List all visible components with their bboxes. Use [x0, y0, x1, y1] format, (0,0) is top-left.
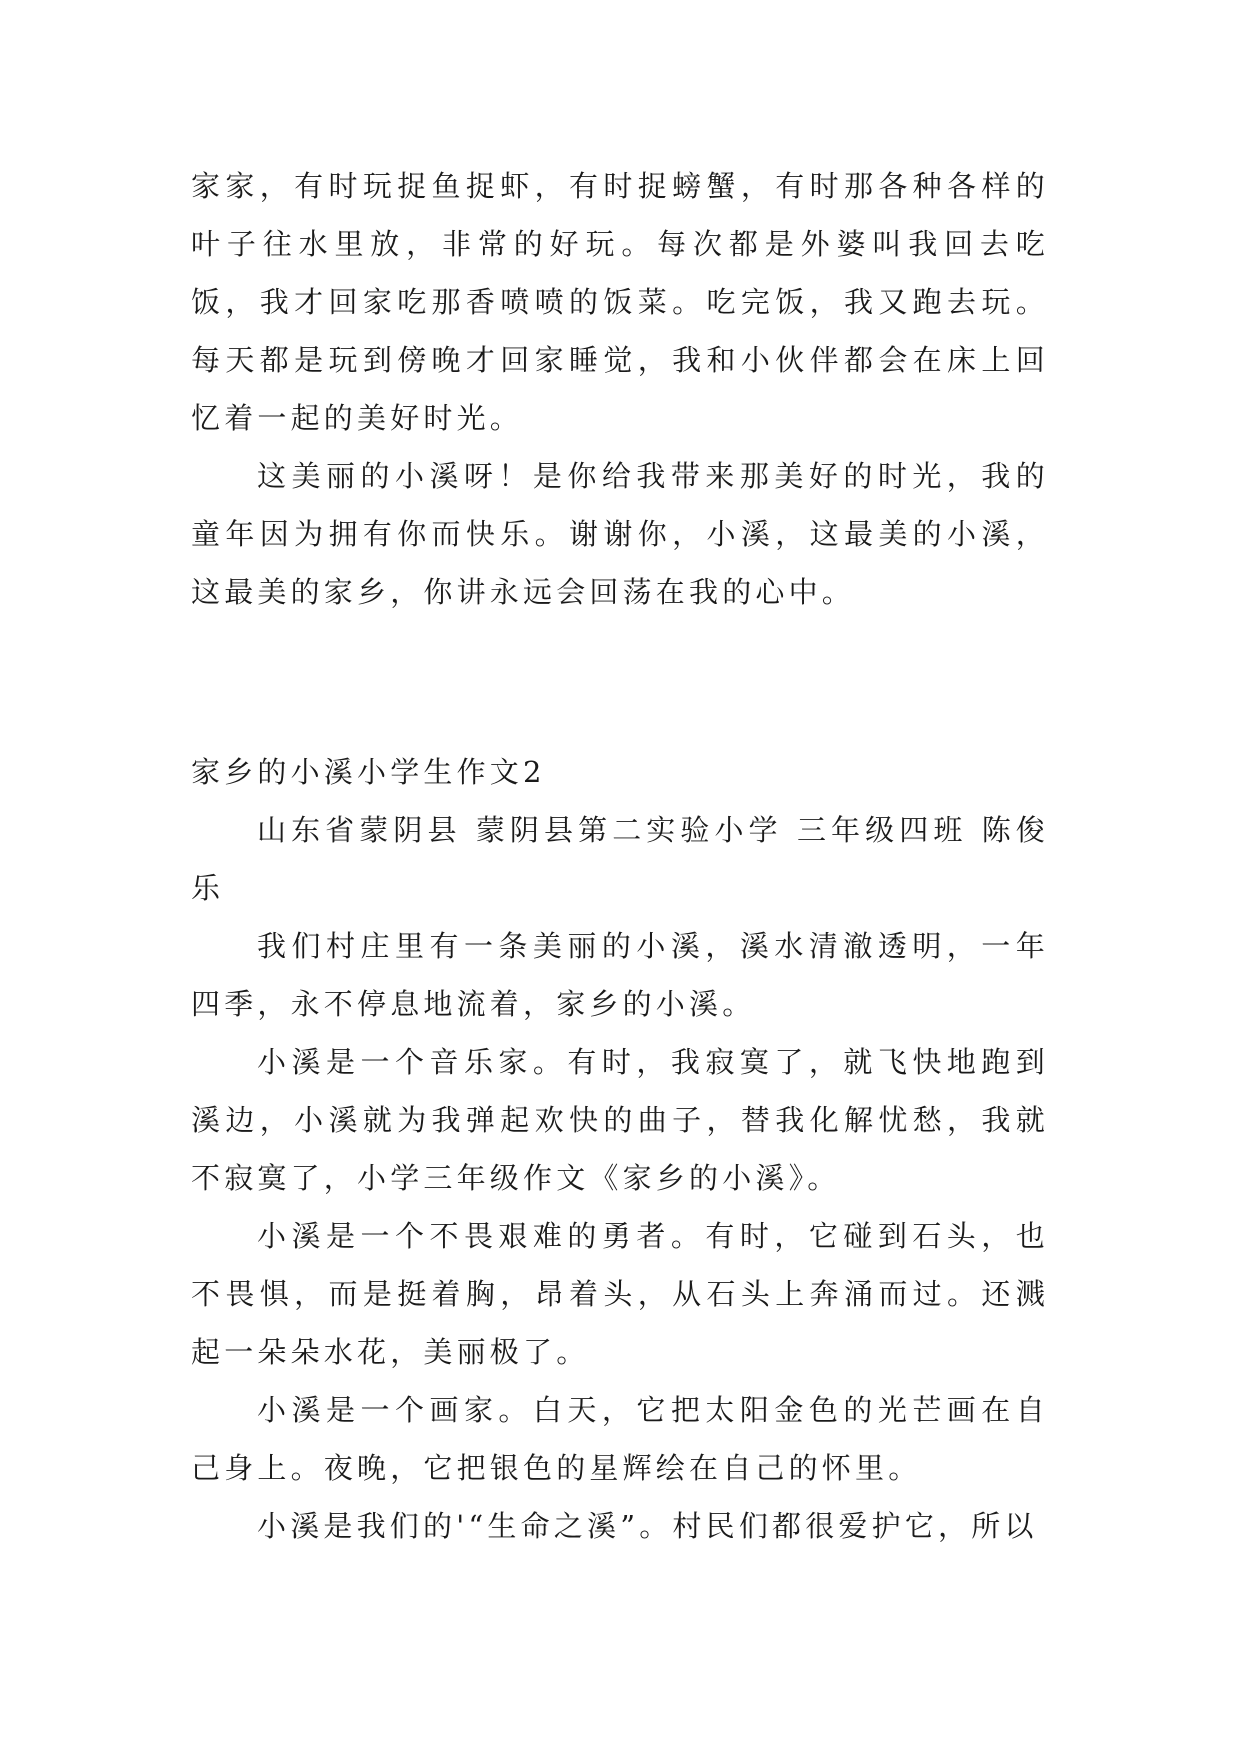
essay2-paragraph-5: 小溪是我们的'“生命之溪”。村民们都很爱护它，所以: [257, 1509, 1038, 1543]
essay2-paragraph-1: 我们村庄里有一条美丽的小溪，溪水清澈透明，一年四季，永不停息地流着，家乡的小溪。: [191, 929, 1049, 1021]
essay2-title: 家乡的小溪小学生作文2: [191, 755, 546, 789]
essay2-paragraph-3: 小溪是一个不畏艰难的勇者。有时，它碰到石头，也不畏惧，而是挺着胸，昂着头，从石头上奔涌而过。还溅起一朵朵水花，美丽极了。: [191, 1219, 1049, 1369]
essay2-author-line: 山东省蒙阴县 蒙阴县第二实验小学 三年级四班 陈俊乐: [191, 813, 1049, 905]
essay2: [191, 743, 1049, 1555]
essay1-paragraph: 家家，有时玩捉鱼捉虾，有时捉螃蟹，有时那各种各样的叶子往水里放，非常的好玩。每次都是外婆叫我回去吃饭，我才回家吃那香喷喷的饭菜。吃完饭，我又跑去玩。每天都是玩到傍晚才回家睡觉，我和小伙伴都会在床上回忆着一起的美好时光。: [191, 169, 1049, 435]
essay2-paragraph-2: 小溪是一个音乐家。有时，我寂寞了，就飞快地跑到溪边，小溪就为我弹起欢快的曲子，替我化解忧愁，我就不寂寞了，小学三年级作文《家乡的小溪》。: [191, 1045, 1049, 1195]
essay2-paragraph-4: 小溪是一个画家。白天，它把太阳金色的光芒画在自己身上。夜晚，它把银色的星辉绘在自己的怀里。: [191, 1393, 1049, 1485]
essay1-closing-paragraph: 这美丽的小溪呀！是你给我带来那美好的时光，我的童年因为拥有你而快乐。谢谢你，小溪，这最美的小溪，这最美的家乡，你讲永远会回荡在我的心中。: [191, 459, 1049, 609]
essay1-continuation: [191, 157, 1049, 621]
